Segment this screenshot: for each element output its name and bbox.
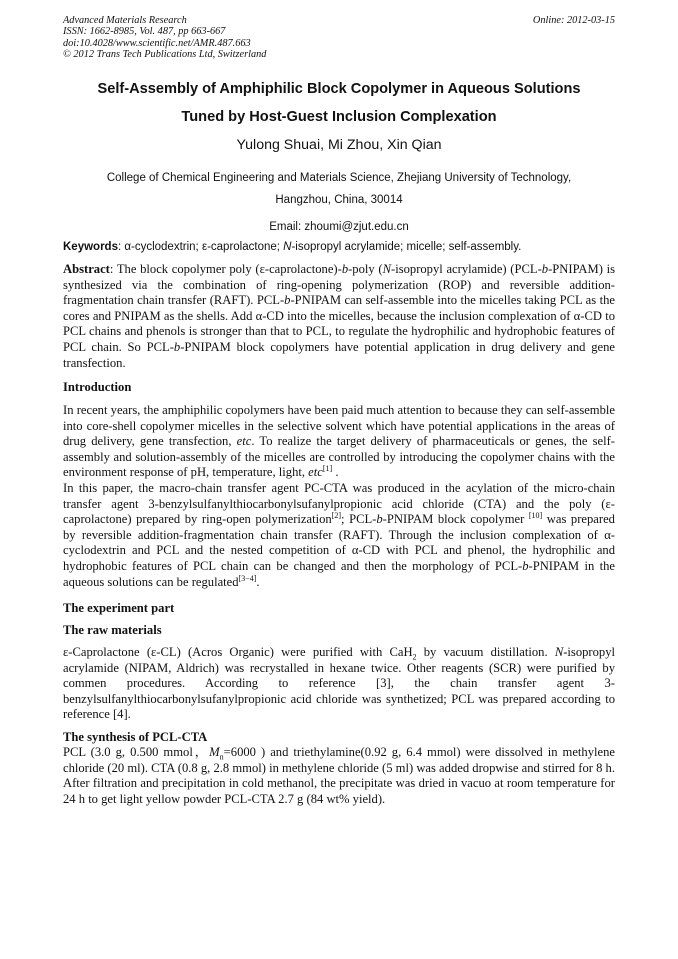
issn-line: ISSN: 1662-8985, Vol. 487, pp 663-667 — [63, 26, 226, 38]
journal-header — [63, 15, 615, 61]
section-heading-experiment: The experiment part — [63, 601, 175, 615]
intro-paragraph-1: In recent years, the amphiphilic copolymers have been paid much attention to because they can self-assemble into core-shell copolymer micelles in the selective solvent which have potential applications in the areas of drug delivery, gene transfection, etc. To realize the target delivery of pharmaceuticals or genes, the self-assembly and solution-assembly of the micelles are controlled by introducing the copolymer chains with the environment response of pH, temperature, light, etc[1] . — [63, 403, 616, 480]
author-list: Yulong Shuai, Mi Zhou, Xin Qian — [236, 137, 442, 153]
contact-email: Email: zhoumi@zjut.edu.cn — [269, 221, 409, 233]
introduction-body — [63, 403, 615, 590]
raw-materials-body: ε-Caprolactone (ε-CL) (Acros Organic) were purified with CaH$_2$ by vacuum distillation. N-isopropyl acrylamide (NIPAM, Aldrich) was recrystalled in hexane twice. Other reagents (SCR) were purified by commen procedures. According to reference [3], the chain transfer agent 3-benzylsulfanylthiocarbonylsufanylpropionic acid chloride was synthetized; PCL was prepared according to reference [4]. — [63, 645, 615, 722]
affiliation-line-2: Hangzhou, China, 30014 — [275, 194, 403, 206]
intro-paragraph-2: In this paper, the macro-chain transfer agent PC-CTA was produced in the acylation of the micro-chain transfer agent 3-benzylsulfanylthiocarbonylsufanylpropionic acid chloride (CTA) and the poly (ε-caprolactone) prepared by ring-open polymerization[2]; PCL-b-PNIPAM block copolymer [10] was prepared by reversible addition-fragmentation chain transfer (RAFT). Through the inclusion complexation of α-cyclodextrin and PCL and the nested competition of α-CD with PCL and phenol, the hydrophilic and hydrophobic features of PCL chain can be changed and then the morphology of PCL-b-PNIPAM in the aqueous solutions can be regulated[3−4]. — [63, 480, 615, 589]
pcl-cta-synthesis-body: PCL (3.0 g, 0.500 mmol，$M_n=6000$ ) and triethylamine(0.92 g, 6.4 mmol) were dissolved in methylene chloride (20 ml). CTA (0.8 g, 2.8 mmol) in methylene chloride (5 ml) was added dropwise and stirred for 8 h. After filtration and precipitation in cold methanol, the precipitate was dried in vacuo at room temperature for 24 h to get light yellow powder PCL-CTA 2.7 g (84 wt% yield). — [63, 745, 616, 806]
subsection-heading-raw-materials: The raw materials — [63, 623, 162, 637]
abstract: Abstract: The block copolymer poly (ε-caprolactone)-b-poly (N-isopropyl acrylamide) (PCL-b-PNIPAM) is synthesized via the combination of ring-opening polymerization (ROP) and reversible addition-fragmentation chain transfer (RAFT). PCL-b-PNIPAM can self-assemble into the micelles taking PCL as the cores and PNIPAM as the shells. Add α-CD into the micelles, because the inclusion complexation of α-CD to PCL chains and phenols is stronger than that to PCL, to regulate the hydrophilic and hydrophobic features of PCL chain. So PCL-b-PNIPAM block copolymers have potential application in drug delivery and gene transfection. — [63, 262, 615, 370]
online-date: Online: 2012-03-15 — [532, 15, 615, 26]
copyright-line: © 2012 Trans Tech Publications Ltd, Switzerland — [63, 49, 267, 61]
journal-name: Advanced Materials Research — [63, 15, 187, 26]
subsection-heading-pcl-cta: The synthesis of PCL-CTA — [63, 730, 208, 744]
paper-title-line-2: Tuned by Host-Guest Inclusion Complexation — [181, 109, 497, 125]
abstract-label: Abstract — [63, 262, 110, 276]
doi-line: doi:10.4028/www.scientific.net/AMR.487.663 — [63, 37, 251, 49]
keywords-label: Keywords — [63, 241, 118, 253]
paper-title-line-1: Self-Assembly of Amphiphilic Block Copolymer in Aqueous Solutions — [97, 81, 581, 97]
section-heading-introduction: Introduction — [63, 380, 132, 394]
keywords: Keywords: α-cyclodextrin; ε-caprolactone; N-isopropyl acrylamide; micelle; self-assembly. — [63, 241, 522, 253]
affiliation-line-1: College of Chemical Engineering and Materials Science, Zhejiang University of Technology, — [106, 172, 572, 184]
